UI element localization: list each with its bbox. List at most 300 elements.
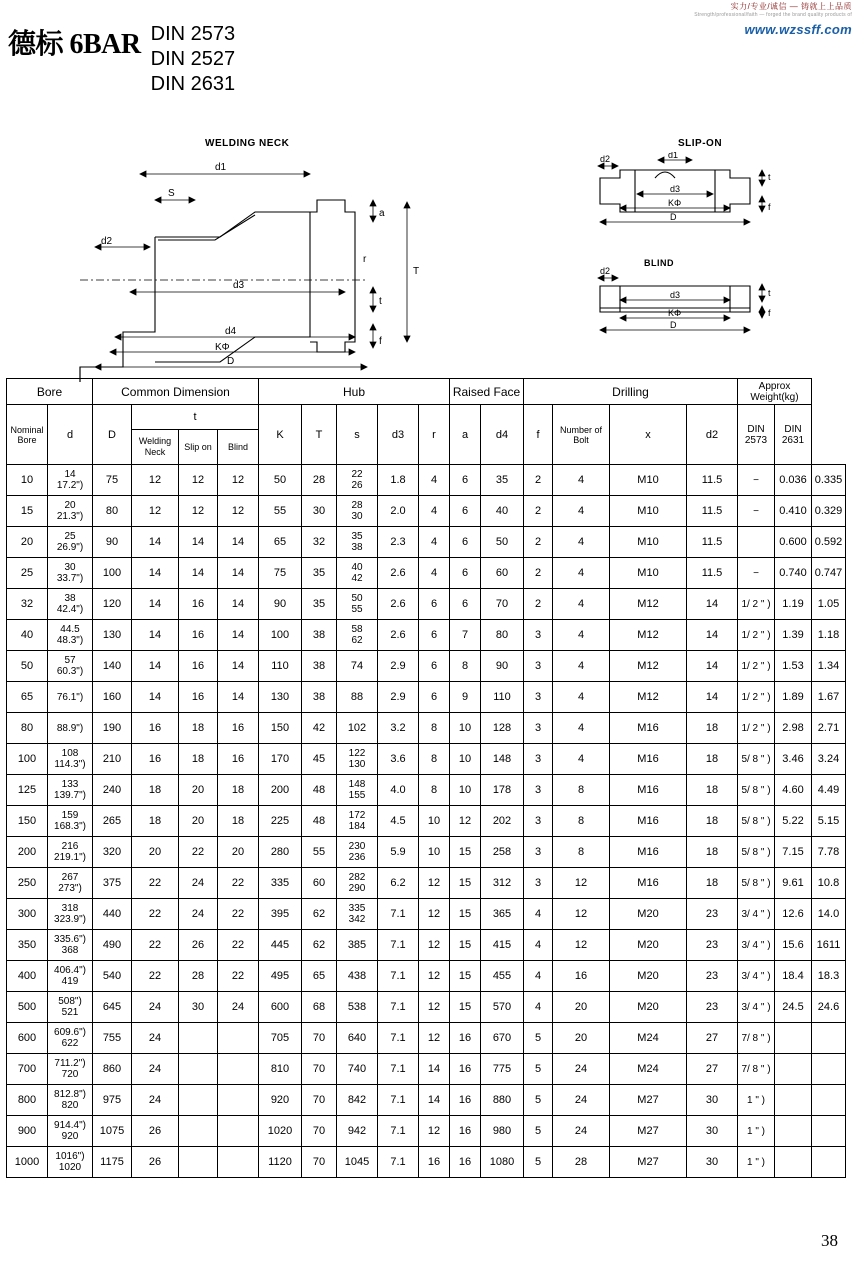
- cell-f: 3: [524, 713, 553, 744]
- cell-T: 70: [302, 1085, 337, 1116]
- cell-x: M20: [610, 899, 687, 930]
- cell-d: 711.2") 720: [48, 1054, 93, 1085]
- col-t-group: t: [132, 405, 259, 430]
- cell-d4: 670: [481, 1023, 524, 1054]
- cell-f: 3: [524, 837, 553, 868]
- cell-T: 42: [302, 713, 337, 744]
- cell-nb: 1000: [7, 1147, 48, 1178]
- cell-w1: 24.5: [775, 992, 812, 1023]
- cell-w2: 0.592: [812, 527, 846, 558]
- cell-f: 3: [524, 651, 553, 682]
- cell-d4: 880: [481, 1085, 524, 1116]
- cell-tw: 22: [132, 961, 179, 992]
- cell-x2: 1 " ): [738, 1085, 775, 1116]
- cell-f: 5: [524, 1023, 553, 1054]
- cell-bolts: 4: [553, 496, 610, 527]
- cell-s: 88: [337, 682, 378, 713]
- cell-bolts: 4: [553, 744, 610, 775]
- cell-d4: 775: [481, 1054, 524, 1085]
- cell-x2: 5/ 8 " ): [738, 868, 775, 899]
- figure-label-welding-neck: WELDING NECK: [205, 138, 290, 149]
- cell-a: 16: [450, 1116, 481, 1147]
- cell-d4: 148: [481, 744, 524, 775]
- cell-ts: [179, 1085, 218, 1116]
- cell-tb: 22: [218, 899, 259, 930]
- cell-x2: 3/ 4 " ): [738, 992, 775, 1023]
- cell-tw: 24: [132, 1085, 179, 1116]
- cell-d: 133 139.7"): [48, 775, 93, 806]
- cell-a: 15: [450, 992, 481, 1023]
- col-d2: d2: [687, 405, 738, 465]
- cell-tb: 18: [218, 806, 259, 837]
- cell-x2: 1/ 2 " ): [738, 651, 775, 682]
- col-K: K: [259, 405, 302, 465]
- cell-f: 5: [524, 1085, 553, 1116]
- cell-a: 10: [450, 744, 481, 775]
- table-row: [7, 961, 846, 992]
- svg-text:d4: d4: [225, 326, 237, 337]
- cell-ts: 18: [179, 713, 218, 744]
- cell-K: 810: [259, 1054, 302, 1085]
- cell-d3: 7.1: [378, 1054, 419, 1085]
- cell-D: 440: [93, 899, 132, 930]
- svg-text:D: D: [670, 320, 677, 330]
- cell-w2: 1.67: [812, 682, 846, 713]
- cell-w1: 0.740: [775, 558, 812, 589]
- cell-d4: 50: [481, 527, 524, 558]
- cell-w1: [775, 1147, 812, 1178]
- cell-tw: 14: [132, 620, 179, 651]
- cell-d: 76.1"): [48, 682, 93, 713]
- cell-x2: −: [738, 465, 775, 496]
- cell-nb: 200: [7, 837, 48, 868]
- cell-ts: 14: [179, 527, 218, 558]
- cell-ts: 16: [179, 589, 218, 620]
- svg-text:f: f: [768, 308, 771, 318]
- svg-text:KΦ: KΦ: [215, 342, 230, 353]
- svg-text:f: f: [768, 202, 771, 212]
- cell-a: 16: [450, 1085, 481, 1116]
- cell-f: 3: [524, 744, 553, 775]
- cell-x2: −: [738, 558, 775, 589]
- cell-ts: 22: [179, 837, 218, 868]
- table-row: [7, 899, 846, 930]
- svg-text:f: f: [379, 336, 382, 347]
- cell-d: 14 17.2"): [48, 465, 93, 496]
- group-common-dimension: Common Dimension: [93, 379, 259, 405]
- cell-bolts: 20: [553, 992, 610, 1023]
- cell-w2: 14.0: [812, 899, 846, 930]
- col-d: d: [48, 405, 93, 465]
- table-row: [7, 558, 846, 589]
- cell-f: 2: [524, 465, 553, 496]
- cell-f: 4: [524, 899, 553, 930]
- cell-a: 16: [450, 1147, 481, 1178]
- cell-s: 640: [337, 1023, 378, 1054]
- group-approx-weight: Approx Weight(kg): [738, 379, 812, 405]
- table-row: [7, 496, 846, 527]
- cell-d2: 11.5: [687, 527, 738, 558]
- table-row: [7, 775, 846, 806]
- group-drilling: Drilling: [524, 379, 738, 405]
- cell-d3: 7.1: [378, 1116, 419, 1147]
- cell-d4: 258: [481, 837, 524, 868]
- dimensions-table: [6, 378, 846, 1178]
- cell-a: 9: [450, 682, 481, 713]
- cell-w2: 24.6: [812, 992, 846, 1023]
- col-x: x: [610, 405, 687, 465]
- cell-nb: 250: [7, 868, 48, 899]
- cell-r: 16: [419, 1147, 450, 1178]
- cell-tb: 14: [218, 620, 259, 651]
- cell-r: 4: [419, 496, 450, 527]
- cell-bolts: 8: [553, 775, 610, 806]
- cell-w2: 0.335: [812, 465, 846, 496]
- cell-ts: 16: [179, 682, 218, 713]
- cell-tw: 26: [132, 1116, 179, 1147]
- cell-f: 5: [524, 1147, 553, 1178]
- cell-ts: [179, 1054, 218, 1085]
- col-t-blind: Blind: [218, 430, 259, 465]
- cell-nb: 100: [7, 744, 48, 775]
- cell-s: 842: [337, 1085, 378, 1116]
- cell-d: 159 168.3"): [48, 806, 93, 837]
- cell-r: 10: [419, 837, 450, 868]
- cell-w2: [812, 1085, 846, 1116]
- cell-d: 335.6") 368: [48, 930, 93, 961]
- cell-d2: 27: [687, 1023, 738, 1054]
- cell-w1: 1.89: [775, 682, 812, 713]
- svg-text:D: D: [670, 212, 677, 222]
- cell-x: M12: [610, 589, 687, 620]
- cell-d2: 11.5: [687, 558, 738, 589]
- cell-tb: 16: [218, 744, 259, 775]
- cell-d: 25 26.9"): [48, 527, 93, 558]
- cell-w1: 9.61: [775, 868, 812, 899]
- cell-r: 6: [419, 589, 450, 620]
- cell-w2: [812, 1054, 846, 1085]
- cell-d: 108 114.3"): [48, 744, 93, 775]
- cell-nb: 300: [7, 899, 48, 930]
- cell-a: 7: [450, 620, 481, 651]
- cell-d3: 7.1: [378, 1147, 419, 1178]
- cell-s: 58 62: [337, 620, 378, 651]
- cell-x2: −: [738, 496, 775, 527]
- cell-K: 920: [259, 1085, 302, 1116]
- cell-d4: 110: [481, 682, 524, 713]
- table-row: [7, 1085, 846, 1116]
- cell-x2: 1/ 2 " ): [738, 713, 775, 744]
- table-row: [7, 992, 846, 1023]
- svg-text:t: t: [768, 288, 771, 298]
- cell-d3: 2.9: [378, 682, 419, 713]
- cell-d2: 30: [687, 1085, 738, 1116]
- slip-on-drawing: [580, 152, 810, 232]
- cell-r: 8: [419, 713, 450, 744]
- cell-f: 3: [524, 775, 553, 806]
- cell-d4: 415: [481, 930, 524, 961]
- cell-w2: 1611: [812, 930, 846, 961]
- cell-d4: 312: [481, 868, 524, 899]
- cell-f: 2: [524, 558, 553, 589]
- cell-f: 4: [524, 992, 553, 1023]
- svg-text:KΦ: KΦ: [668, 198, 682, 208]
- cell-K: 1020: [259, 1116, 302, 1147]
- cell-nb: 50: [7, 651, 48, 682]
- cell-w1: 1.39: [775, 620, 812, 651]
- cell-w1: 0.600: [775, 527, 812, 558]
- cell-bolts: 4: [553, 620, 610, 651]
- cell-x: M12: [610, 651, 687, 682]
- table-row: [7, 806, 846, 837]
- cell-x: M10: [610, 465, 687, 496]
- cell-d3: 7.1: [378, 961, 419, 992]
- cell-K: 130: [259, 682, 302, 713]
- cell-T: 45: [302, 744, 337, 775]
- cell-T: 35: [302, 558, 337, 589]
- cell-d4: 70: [481, 589, 524, 620]
- cell-tw: 26: [132, 1147, 179, 1178]
- cell-a: 16: [450, 1023, 481, 1054]
- cell-r: 12: [419, 961, 450, 992]
- cell-d: 20 21.3"): [48, 496, 93, 527]
- cell-T: 48: [302, 775, 337, 806]
- cell-x2: 5/ 8 " ): [738, 806, 775, 837]
- col-D: D: [93, 405, 132, 465]
- cell-w1: [775, 1054, 812, 1085]
- cell-K: 50: [259, 465, 302, 496]
- cell-d2: 18: [687, 806, 738, 837]
- cell-f: 2: [524, 527, 553, 558]
- cell-x: M16: [610, 713, 687, 744]
- cell-w2: 1.05: [812, 589, 846, 620]
- cell-K: 110: [259, 651, 302, 682]
- cell-w2: 5.15: [812, 806, 846, 837]
- cell-d: 914.4") 920: [48, 1116, 93, 1147]
- cell-d2: 11.5: [687, 496, 738, 527]
- cell-D: 100: [93, 558, 132, 589]
- cell-r: 12: [419, 1023, 450, 1054]
- svg-text:d2: d2: [600, 266, 611, 276]
- cell-d4: 455: [481, 961, 524, 992]
- cell-tw: 24: [132, 1054, 179, 1085]
- cell-d3: 2.9: [378, 651, 419, 682]
- cell-w1: 3.46: [775, 744, 812, 775]
- cell-a: 15: [450, 961, 481, 992]
- cell-ts: 12: [179, 496, 218, 527]
- cell-a: 8: [450, 651, 481, 682]
- welding-neck-drawing: [55, 152, 475, 382]
- cell-D: 860: [93, 1054, 132, 1085]
- cell-r: 6: [419, 651, 450, 682]
- cell-K: 705: [259, 1023, 302, 1054]
- cell-bolts: 12: [553, 868, 610, 899]
- cell-tb: 22: [218, 961, 259, 992]
- cell-d4: 1080: [481, 1147, 524, 1178]
- cell-d4: 980: [481, 1116, 524, 1147]
- cell-r: 10: [419, 806, 450, 837]
- cell-K: 170: [259, 744, 302, 775]
- cell-s: 942: [337, 1116, 378, 1147]
- blind-drawing: [580, 260, 810, 340]
- cell-w2: 4.49: [812, 775, 846, 806]
- col-T: T: [302, 405, 337, 465]
- cell-d: 44.5 48.3"): [48, 620, 93, 651]
- cell-x2: 1/ 2 " ): [738, 620, 775, 651]
- cell-d4: 178: [481, 775, 524, 806]
- cell-d2: 18: [687, 775, 738, 806]
- header-website-url[interactable]: www.wzssff.com: [744, 22, 852, 37]
- cell-d3: 4.0: [378, 775, 419, 806]
- cell-bolts: 28: [553, 1147, 610, 1178]
- svg-text:d1: d1: [215, 162, 227, 173]
- cell-tw: 18: [132, 806, 179, 837]
- cell-K: 495: [259, 961, 302, 992]
- cell-s: 335 342: [337, 899, 378, 930]
- cell-nb: 125: [7, 775, 48, 806]
- cell-nb: 350: [7, 930, 48, 961]
- col-t-welding-neck: Welding Neck: [132, 430, 179, 465]
- cell-x: M10: [610, 496, 687, 527]
- cell-d2: 18: [687, 744, 738, 775]
- cell-K: 335: [259, 868, 302, 899]
- cell-a: 10: [450, 713, 481, 744]
- cell-bolts: 16: [553, 961, 610, 992]
- cell-w2: 2.71: [812, 713, 846, 744]
- cell-s: 1045: [337, 1147, 378, 1178]
- cell-bolts: 8: [553, 806, 610, 837]
- cell-bolts: 4: [553, 558, 610, 589]
- cell-r: 8: [419, 744, 450, 775]
- cell-s: 28 30: [337, 496, 378, 527]
- cell-tb: 14: [218, 527, 259, 558]
- cell-d4: 90: [481, 651, 524, 682]
- cell-ts: 12: [179, 465, 218, 496]
- cell-D: 265: [93, 806, 132, 837]
- cell-T: 70: [302, 1116, 337, 1147]
- cell-T: 55: [302, 837, 337, 868]
- cell-nb: 500: [7, 992, 48, 1023]
- cell-ts: [179, 1023, 218, 1054]
- cell-ts: 14: [179, 558, 218, 589]
- cell-r: 6: [419, 620, 450, 651]
- cell-T: 70: [302, 1023, 337, 1054]
- svg-text:d3: d3: [670, 184, 681, 194]
- cell-x: M27: [610, 1147, 687, 1178]
- table-row: [7, 930, 846, 961]
- cell-w2: 1.34: [812, 651, 846, 682]
- col-weight-2573: DIN 2573: [738, 405, 775, 465]
- cell-x2: 3/ 4 " ): [738, 930, 775, 961]
- cell-x: M16: [610, 868, 687, 899]
- cell-s: 538: [337, 992, 378, 1023]
- cell-tw: 14: [132, 558, 179, 589]
- cell-w2: 3.24: [812, 744, 846, 775]
- cell-D: 210: [93, 744, 132, 775]
- cell-x2: 1/ 2 " ): [738, 589, 775, 620]
- cell-s: 22 26: [337, 465, 378, 496]
- cell-nb: 40: [7, 620, 48, 651]
- cell-tb: 16: [218, 713, 259, 744]
- cell-nb: 700: [7, 1054, 48, 1085]
- cell-d4: 365: [481, 899, 524, 930]
- cell-s: 230 236: [337, 837, 378, 868]
- cell-d3: 2.3: [378, 527, 419, 558]
- cell-D: 375: [93, 868, 132, 899]
- cell-tb: 14: [218, 682, 259, 713]
- cell-tw: 22: [132, 930, 179, 961]
- cell-a: 10: [450, 775, 481, 806]
- cell-x: M10: [610, 558, 687, 589]
- cell-D: 975: [93, 1085, 132, 1116]
- svg-text:d3: d3: [233, 280, 245, 291]
- cell-tb: 14: [218, 589, 259, 620]
- cell-D: 645: [93, 992, 132, 1023]
- cell-K: 75: [259, 558, 302, 589]
- svg-text:t: t: [379, 296, 382, 307]
- cell-f: 4: [524, 930, 553, 961]
- cell-w2: 18.3: [812, 961, 846, 992]
- cell-d4: 202: [481, 806, 524, 837]
- cell-d4: 128: [481, 713, 524, 744]
- cell-ts: [179, 1116, 218, 1147]
- cell-d: 30 33.7"): [48, 558, 93, 589]
- group-raised-face: Raised Face: [450, 379, 524, 405]
- col-a: a: [450, 405, 481, 465]
- cell-tb: 24: [218, 992, 259, 1023]
- cell-K: 200: [259, 775, 302, 806]
- cell-x: M20: [610, 961, 687, 992]
- cell-d: 57 60.3"): [48, 651, 93, 682]
- cell-s: 35 38: [337, 527, 378, 558]
- cell-ts: 16: [179, 651, 218, 682]
- cell-D: 190: [93, 713, 132, 744]
- cell-a: 6: [450, 527, 481, 558]
- cell-d3: 3.2: [378, 713, 419, 744]
- cell-T: 38: [302, 682, 337, 713]
- cell-a: 12: [450, 806, 481, 837]
- cell-tw: 24: [132, 992, 179, 1023]
- cell-bolts: 4: [553, 651, 610, 682]
- cell-T: 32: [302, 527, 337, 558]
- cell-f: 4: [524, 961, 553, 992]
- cell-bolts: 4: [553, 589, 610, 620]
- cell-w1: 2.98: [775, 713, 812, 744]
- cell-s: 122 130: [337, 744, 378, 775]
- cell-d3: 7.1: [378, 992, 419, 1023]
- cell-d3: 4.5: [378, 806, 419, 837]
- cell-bolts: 12: [553, 899, 610, 930]
- cell-w2: [812, 1116, 846, 1147]
- table-row: [7, 1054, 846, 1085]
- cell-w2: 0.747: [812, 558, 846, 589]
- cell-ts: 20: [179, 775, 218, 806]
- svg-text:a: a: [379, 208, 385, 219]
- cell-d2: 14: [687, 682, 738, 713]
- cell-a: 15: [450, 899, 481, 930]
- cell-nb: 80: [7, 713, 48, 744]
- col-weight-2631: DIN 2631: [775, 405, 812, 465]
- cell-x2: 1/ 2 " ): [738, 682, 775, 713]
- cell-nb: 600: [7, 1023, 48, 1054]
- cell-d: 812.8") 820: [48, 1085, 93, 1116]
- cell-tw: 22: [132, 899, 179, 930]
- cell-K: 225: [259, 806, 302, 837]
- cell-s: 74: [337, 651, 378, 682]
- cell-K: 55: [259, 496, 302, 527]
- figure-label-blind: BLIND: [644, 258, 674, 268]
- cell-x2: 1 " ): [738, 1147, 775, 1178]
